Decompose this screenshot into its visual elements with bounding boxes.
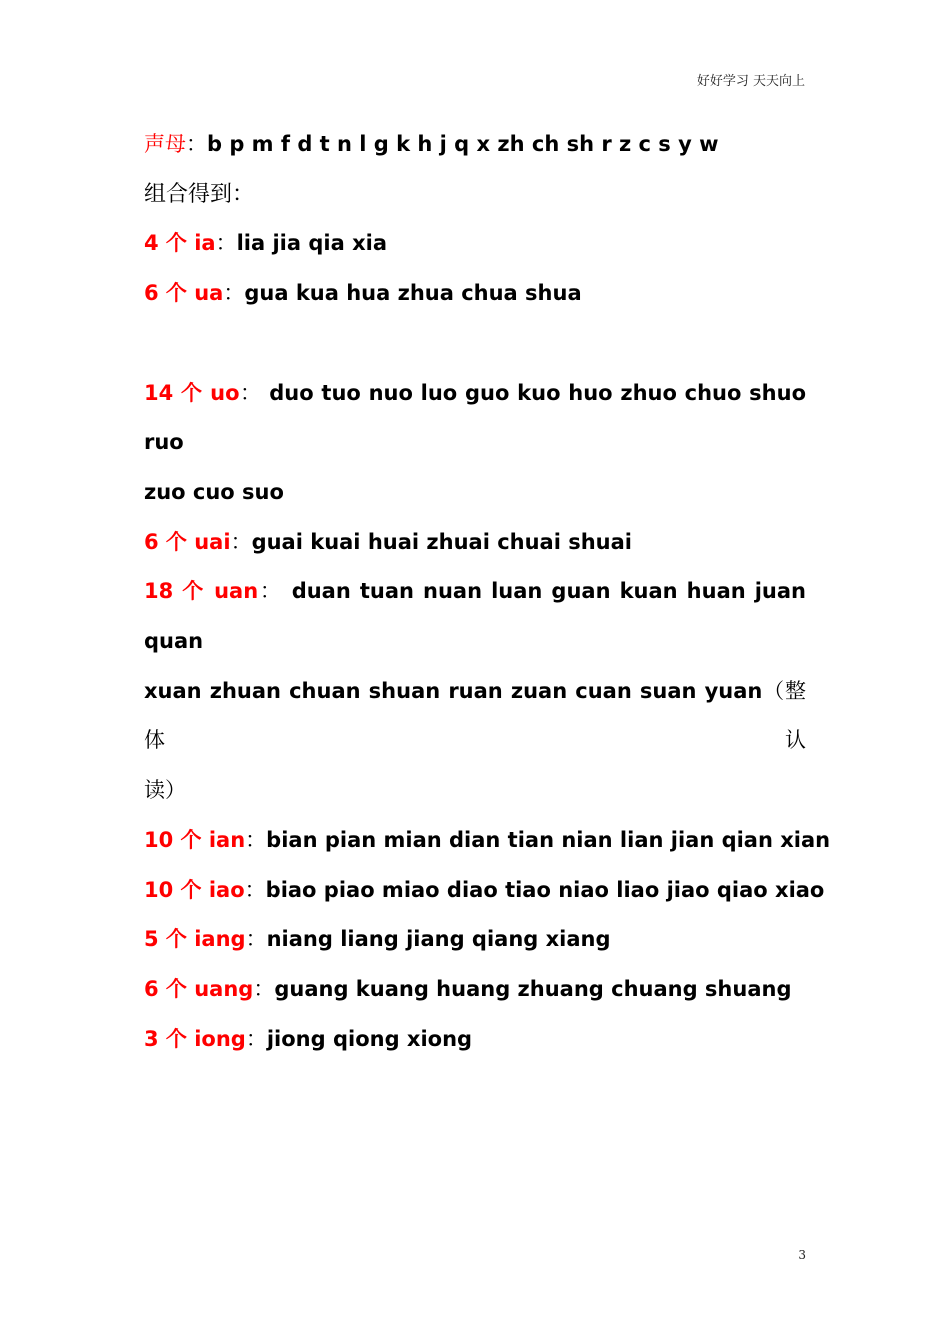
row-ua-label: 6 个 ua <box>144 281 224 306</box>
row-iao-sep: ： <box>244 877 266 902</box>
row-ia-label: 4 个 ia <box>144 231 216 256</box>
row-ia-value: lia jia qia xia <box>236 231 387 256</box>
row-uo-continued <box>144 468 806 518</box>
row-iao-value: biao piao miao diao tiao niao liao jiao qiao xiao <box>265 877 825 902</box>
page-number: 3 <box>798 1248 806 1262</box>
row-uo-sep: ： <box>239 380 262 405</box>
row-uo-label: 14 个 uo <box>144 380 240 405</box>
row-iang <box>144 915 806 965</box>
page-header: 好好学习 天天向上 <box>696 74 805 89</box>
row-uan-value-1: duan tuan nuan luan guan kuan huan juan quan <box>144 579 807 654</box>
row-uo-value-1: duo tuo nuo luo guo kuo huo zhuo chuo shuo ruo <box>144 380 807 455</box>
row-uan-note-2: 读） <box>144 778 186 803</box>
row-uo-value-2: zuo cuo suo <box>144 479 284 504</box>
row-ua-value: gua kua hua zhua chua shua <box>244 281 582 306</box>
row-uai <box>144 518 806 568</box>
row-iong <box>144 1015 806 1065</box>
row-uai-value: guai kuai huai zhuai chuai shuai <box>251 529 633 554</box>
row-uai-sep: ： <box>230 529 252 554</box>
row-uan-label: 18 个 uan <box>144 579 259 604</box>
row-iang-label: 5 个 iang <box>144 927 246 952</box>
row-uan-sep: ： <box>258 579 283 604</box>
row-uai-label: 6 个 uai <box>144 529 231 554</box>
row-uan-value-2: xuan zhuan chuan shuan ruan zuan cuan suan yuan <box>144 678 763 703</box>
row-ian-value: bian pian mian dian tian nian lian jian qian xian <box>266 827 831 852</box>
initials-line <box>144 120 806 170</box>
row-ian-sep: ： <box>245 827 267 852</box>
row-uang-sep: ： <box>253 976 275 1001</box>
row-uang-value: guang kuang huang zhuang chuang shuang <box>274 976 792 1001</box>
row-uang-label: 6 个 uang <box>144 976 254 1001</box>
row-uan-continued-2 <box>144 766 806 816</box>
initials-sep: ： <box>186 132 207 156</box>
row-uang <box>144 965 806 1015</box>
row-uo <box>144 369 806 468</box>
row-ian-label: 10 个 ian <box>144 827 246 852</box>
row-uan-note-1: （整体认 <box>144 678 806 753</box>
row-ia <box>144 219 806 269</box>
initials-label: 声母 <box>144 132 186 156</box>
row-ua-sep: ： <box>223 281 245 306</box>
row-iong-label: 3 个 iong <box>144 1026 246 1051</box>
row-iao <box>144 866 825 916</box>
blank-line <box>144 319 806 369</box>
row-ua <box>144 269 806 319</box>
row-iong-sep: ： <box>245 1026 267 1051</box>
row-iao-label: 10 个 iao <box>144 877 245 902</box>
combined-title: 组合得到： <box>144 181 255 207</box>
document-body <box>144 120 831 1064</box>
row-uan-continued <box>144 667 806 766</box>
row-iang-value: niang liang jiang qiang xiang <box>266 927 611 952</box>
row-iong-value: jiong qiong xiong <box>266 1026 473 1051</box>
initials-value: b p m f d t n l g k h j q x zh ch sh r z c s y w <box>207 132 719 156</box>
row-ia-sep: ： <box>215 231 237 256</box>
row-iang-sep: ： <box>245 927 267 952</box>
row-ian <box>144 816 831 866</box>
row-uan <box>144 567 806 666</box>
